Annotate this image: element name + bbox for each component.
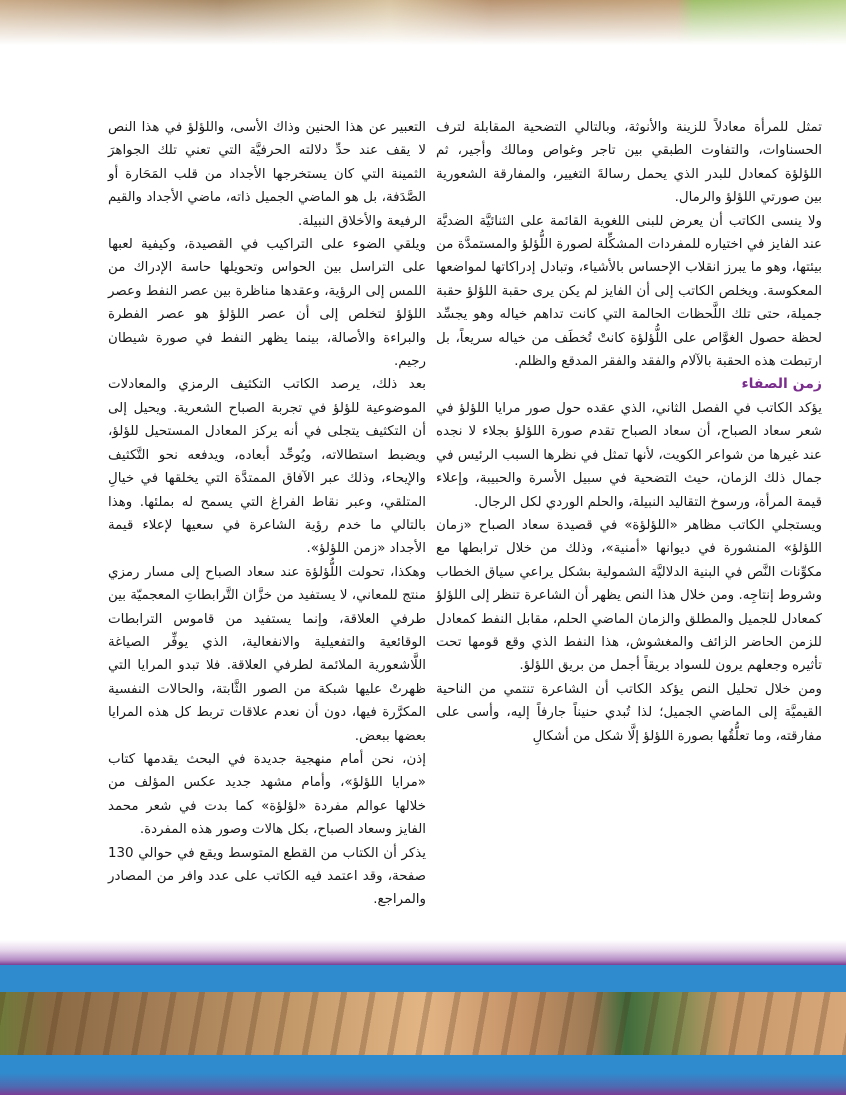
paragraph: تمثل للمرأة معادلاً للزينة والأنوثة، وبالتالي التضحية المقابلة لترف الحسناوات، والتفاوت الطبقي بين تاجر وغواص ومالك وأجير، ثم اللؤلؤة كمعادل للبدر الذي يحمل رسالةَ التغيير، والمفارقة الشعورية بين صورتي اللؤلؤ والرمال. [436, 120, 822, 206]
paragraph: ويلقي الضوء على التراكيب في القصيدة، وكيفية لعبها على التراسل بين الحواس وتحويلها حاسة الإدراك من اللمس إلى الرؤية، وعقدها مناظرة بين عصر النفط وعصر اللؤلؤ لتخلص إلى أن عصر اللؤلؤ هو عصر الفطرة والبراءة والأصالة، بينما يظهر النفط في صورة شيطان رجيم. [108, 237, 426, 370]
paragraph: ويستجلي الكاتب مظاهر «اللؤلؤة» في قصيدة سعاد الصباح «زمان اللؤلؤ» المنشورة في ديوانها «أمنية»، وذلك من خلال ترابطها مع مكوِّنات النَّص في البنية الدلاليَّة الشمولية بشكل يراعي سياق الخطاب وشروط إنتاجِه. ومن خلال هذا النص يظهر أن الشاعرة تنظر إلى اللؤلؤ كمعادل للجميل والمطلق والزمان الماضي الحلم، مقابل النفط كمعادل للزمن الحاضر الزائف والمغشوش، هذا النفط الذي وقع قومها تحت تأثيره وجعلهم يرون للسواد بريقاً أجمل من بريق اللؤلؤ. [436, 517, 822, 674]
header-photo-fade [0, 0, 846, 45]
article-column-left [108, 116, 426, 912]
paragraph: ومن خلال تحليل النص يؤكد الكاتب أن الشاعرة تنتمي من الناحية القيميَّة إلى الماضي الجميل؛ لذا تُبدي حنيناً جارفاً إليه، وأسى على مفارقته، وما تعلُّقُها بصورة اللؤلؤ إلَّا شكل من أشكالِ [436, 681, 822, 744]
footer-purple-gradient [0, 940, 846, 965]
footer-blue-band-bottom [0, 1055, 846, 1095]
footer-photo-roots [0, 992, 846, 1055]
paragraph: التعبير عن هذا الحنين وذاك الأسى، واللؤلؤ في هذا النص لا يقف عند حدِّ دلالته الحرفيَّة التي تعني تلك الجواهرَ الثمينة التي كان يستخرجها الأجداد من قلب المَحَارة أو الصَّدَفة، بل هو الماضي الجميل ذاته، ماضي الأجداد والقيم الرفيعة والأخلاق النبيلة. [108, 120, 426, 229]
paragraph: يذكر أن الكتاب من القطع المتوسط ويقع في حوالي 130 صفحة، وقد اعتمد فيه الكاتب على عدد وافر من المصادر والمراجع. [108, 845, 426, 908]
paragraph: بعد ذلك، يرصد الكاتب التكثيف الرمزي والمعادلات الموضوعية للؤلؤ في تجربة الصباح الشعرية. ويحيل إلى أن التكثيف يتجلى في أنه يركز المعادل المستحيل للؤلؤ، ويضبط استطالاته، ويُوحِّد أبعاده، ويدفعه نحو التَّكثيف والإيحاء، وذلك عبر الآفاق الممتدَّة التي يخلقها في خيالِ المتلقي، وعبر نقاط الفراغ التي يسمح له بملئها. وهذا بالتالي ما خدم رؤية الشاعرة في سعيها لإعلاء قيمة الأجداد «زمن اللؤلؤ». [108, 377, 426, 557]
paragraph: ولا ينسى الكاتب أن يعرض للبنى اللغوية القائمة على الثنائيَّة الضديَّة عند الفايز في اختياره للمفردات المشكِّلة لصورة اللُّؤلؤ والمستمدَّة من بيئتها، وهو ما يبرز انقلاب الإحساس بالأشياء، وتبادل إدراكاتها لمواضعها المعكوسة. ويخلص الكاتب إلى أن الفايز لم يكن يرى حقبة اللؤلؤ حقبة جميلة، حتى تلك اللَّحظات الحالمة التي كانت تداهم خياله وهو يجسِّد لحظة حصول الغوَّاص على اللُّؤلؤة كانتْ تُخطَف من خياله سريعاً، بل ارتبطت هذه الحقبة بالآلام والفقد والفقر المدقع والظلم. [436, 213, 822, 370]
section-heading: زمن الصفاء [741, 376, 822, 393]
paragraph: إذن، نحن أمام منهجية جديدة في البحث يقدمها كتاب «مرايا اللؤلؤ»، وأمام مشهد جديد عكس المؤلف من خلالها عوالم مفردة «لؤلؤة» كما بدت في شعر محمد الفايز وسعاد الصباح، بكل هالات وصور هذه المفردة. [108, 751, 426, 838]
article-column-right [436, 116, 822, 748]
paragraph: يؤكد الكاتب في الفصل الثاني، الذي عقده حول صور مرايا اللؤلؤ في شعر سعاد الصباح، أن سعاد الصباح تقدم صورة اللؤلؤ بجلاء لا نجده عند غيرها من شواعر الكويت، لأنها تمثل في نظرها السبب الرئيس في جمال ذلك الزمان، حيث التضحية في سبيل الأسرة والحبيبة، وإعلاء قيمة المرأة، ورسوخ التقاليد النبيلة، والحلم الوردي لكل الرجال. [436, 400, 822, 510]
footer-blue-band [0, 965, 846, 992]
paragraph: وهكذا، تحولت اللُّؤلؤة عند سعاد الصباح إلى مسار رمزي منتج للمعاني، لا يستفيد من خزَّان التَّرابطاتِ المعجميّة بين طرفي العلاقة، وإنما يستفيد من قاموس الترابطات الوقائعية والتفعيلية والانفعالية، الذي يوفِّر الصياغة اللَّاشعورية الملائمة لطرفي العلاقة. فلا تبدو المرايا التي ظهرتْ عليها شبكة من الصور الثَّابتة، والحالات النفسية المكرَّرة فيها، دون أن نعدم علاقات تربط كل هذه المرايا بعضها ببعض. [108, 564, 426, 744]
